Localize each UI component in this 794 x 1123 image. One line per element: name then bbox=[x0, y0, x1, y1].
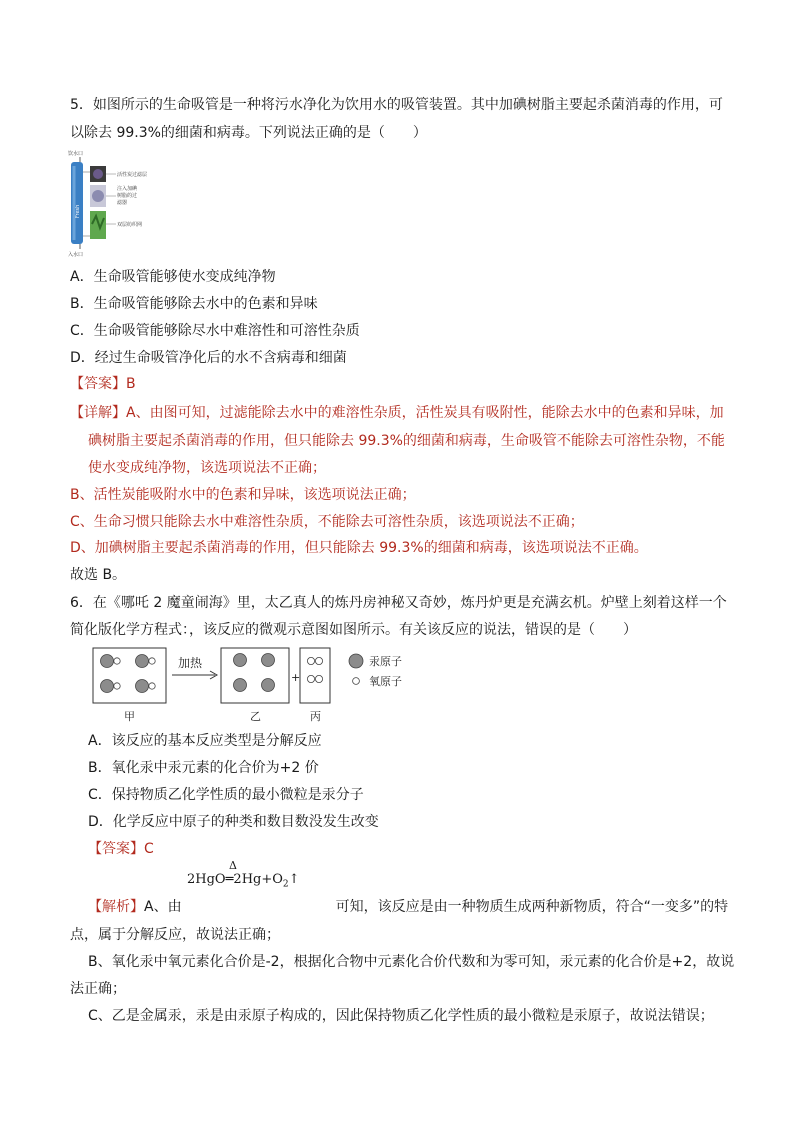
legend-o: 氧原子 bbox=[369, 675, 402, 688]
box-bing bbox=[300, 648, 330, 703]
q6-option-a: A．该反应的基本反应类型是分解反应 bbox=[88, 733, 322, 749]
q6-analysis-line4: 法正确； bbox=[70, 981, 126, 997]
q5-detail-line2: 碘树脂主要起杀菌消毒的作用，但只能除去 99.3%的细菌和病毒，生命吸管不能除去可溶性杂物，不能 bbox=[88, 433, 725, 449]
q6-analysis-line5: C、乙是金属汞，汞是由汞原子构成的，因此保持物质乙化学性质的最小微粒是汞原子，故说法错误； bbox=[88, 1008, 714, 1024]
q5-option-d: D．经过生命吸管净化后的水不含病毒和细菌 bbox=[70, 350, 347, 366]
q6-option-b: B．氧化汞中汞元素的化合价为+2 价 bbox=[88, 760, 319, 776]
plus-sign: + bbox=[291, 671, 301, 684]
q6-answer: 【答案】C bbox=[88, 841, 154, 857]
q5-detail-line5: C、生命习惯只能除去水中难溶性杂质，不能除去可溶性杂质，该选项说法不正确； bbox=[70, 514, 584, 530]
q6-stem-line2: 简化版化学方程式：，该反应的微观示意图如图所示。有关该反应的说法，错误的是（ ） bbox=[70, 622, 637, 638]
reaction-diagram bbox=[90, 645, 420, 723]
chemical-equation: Δ $2HgO═2Hg+O_2↑$ bbox=[187, 859, 300, 890]
q5-option-b: B．生命吸管能够除去水中的色素和异味 bbox=[70, 296, 318, 312]
q5-detail-line1: 【详解】A、由图可知，过滤能除去水中的难溶性杂质，活性炭具有吸附性，能除去水中的色素和异味，加 bbox=[70, 405, 724, 421]
label-bing: 丙 bbox=[310, 710, 321, 723]
q5-conclusion: 故选 B。 bbox=[70, 567, 127, 583]
life-straw-figure bbox=[66, 148, 176, 260]
inlet-label: 入水口 bbox=[68, 252, 84, 258]
brand-text: Fresh bbox=[75, 204, 81, 218]
heating-label: 加热 bbox=[178, 656, 203, 670]
q5-option-c: C．生命吸管能够除尽水中难溶性和可溶性杂质 bbox=[70, 323, 360, 339]
svg-text:滤器: 滤器 bbox=[117, 200, 128, 206]
box-yi bbox=[221, 648, 289, 703]
q5-option-a: A．生命吸管能够使水变成纯净物 bbox=[70, 269, 276, 285]
q6-analysis-line3: B、氧化汞中氧元素化合价是-2，根据化合物中元素化合价代数和为零可知，汞元素的化合价是+2，故说 bbox=[88, 954, 735, 970]
q5-answer: 【答案】B bbox=[70, 376, 136, 392]
q6-option-d: D．化学反应中原子的种类和数目数没发生改变 bbox=[88, 814, 379, 830]
reaction-condition: Δ bbox=[229, 859, 237, 872]
q5-detail-line6: D、加碘树脂主要起杀菌消毒的作用，但只能除去 99.3%的细菌和病毒，该选项说法不正确。 bbox=[70, 540, 648, 556]
svg-text:双层纺织网: 双层纺织网 bbox=[117, 222, 143, 228]
q5-detail-line4: B、活性炭能吸附水中的色素和异味，该选项说法正确； bbox=[70, 487, 416, 503]
q5-stem-line2: 以除去 99.3%的细菌和病毒。下列说法正确的是（ ） bbox=[70, 125, 427, 141]
q6-analysis-line2: 点，属于分解反应，故说法正确； bbox=[70, 927, 280, 943]
q6-stem-line1: 6．在《哪吒 2 魔童闹海》里，太乙真人的炼丹房神秘又奇妙，炼丹炉更是充满玄机。炉壁上刻着这样一个 bbox=[70, 595, 727, 611]
svg-text:活性炭过滤层: 活性炭过滤层 bbox=[117, 172, 148, 178]
q5-stem-line1: 5．如图所示的生命吸管是一种将污水净化为饮用水的吸管装置。其中加碘树脂主要起杀菌消毒的作用，可 bbox=[70, 97, 723, 113]
svg-text:树脂的过: 树脂的过 bbox=[117, 193, 138, 199]
outlet-label: 饮水口 bbox=[68, 151, 84, 157]
q5-detail-line3: 使水变成纯净物，该选项说法不正确； bbox=[88, 460, 326, 476]
legend-o-symbol bbox=[353, 678, 360, 685]
label-jia: 甲 bbox=[124, 710, 135, 723]
legend-hg: 汞原子 bbox=[369, 655, 402, 668]
svg-text:注入加碘: 注入加碘 bbox=[117, 186, 138, 192]
q6-analysis-line1: 【解析】A、由 可知，该反应是由一种物质生成两种新物质，符合“一变多”的特 bbox=[88, 899, 729, 915]
legend-hg-symbol bbox=[349, 654, 363, 668]
label-yi: 乙 bbox=[250, 710, 261, 723]
q6-option-c: C．保持物质乙化学性质的最小微粒是汞分子 bbox=[88, 787, 364, 803]
